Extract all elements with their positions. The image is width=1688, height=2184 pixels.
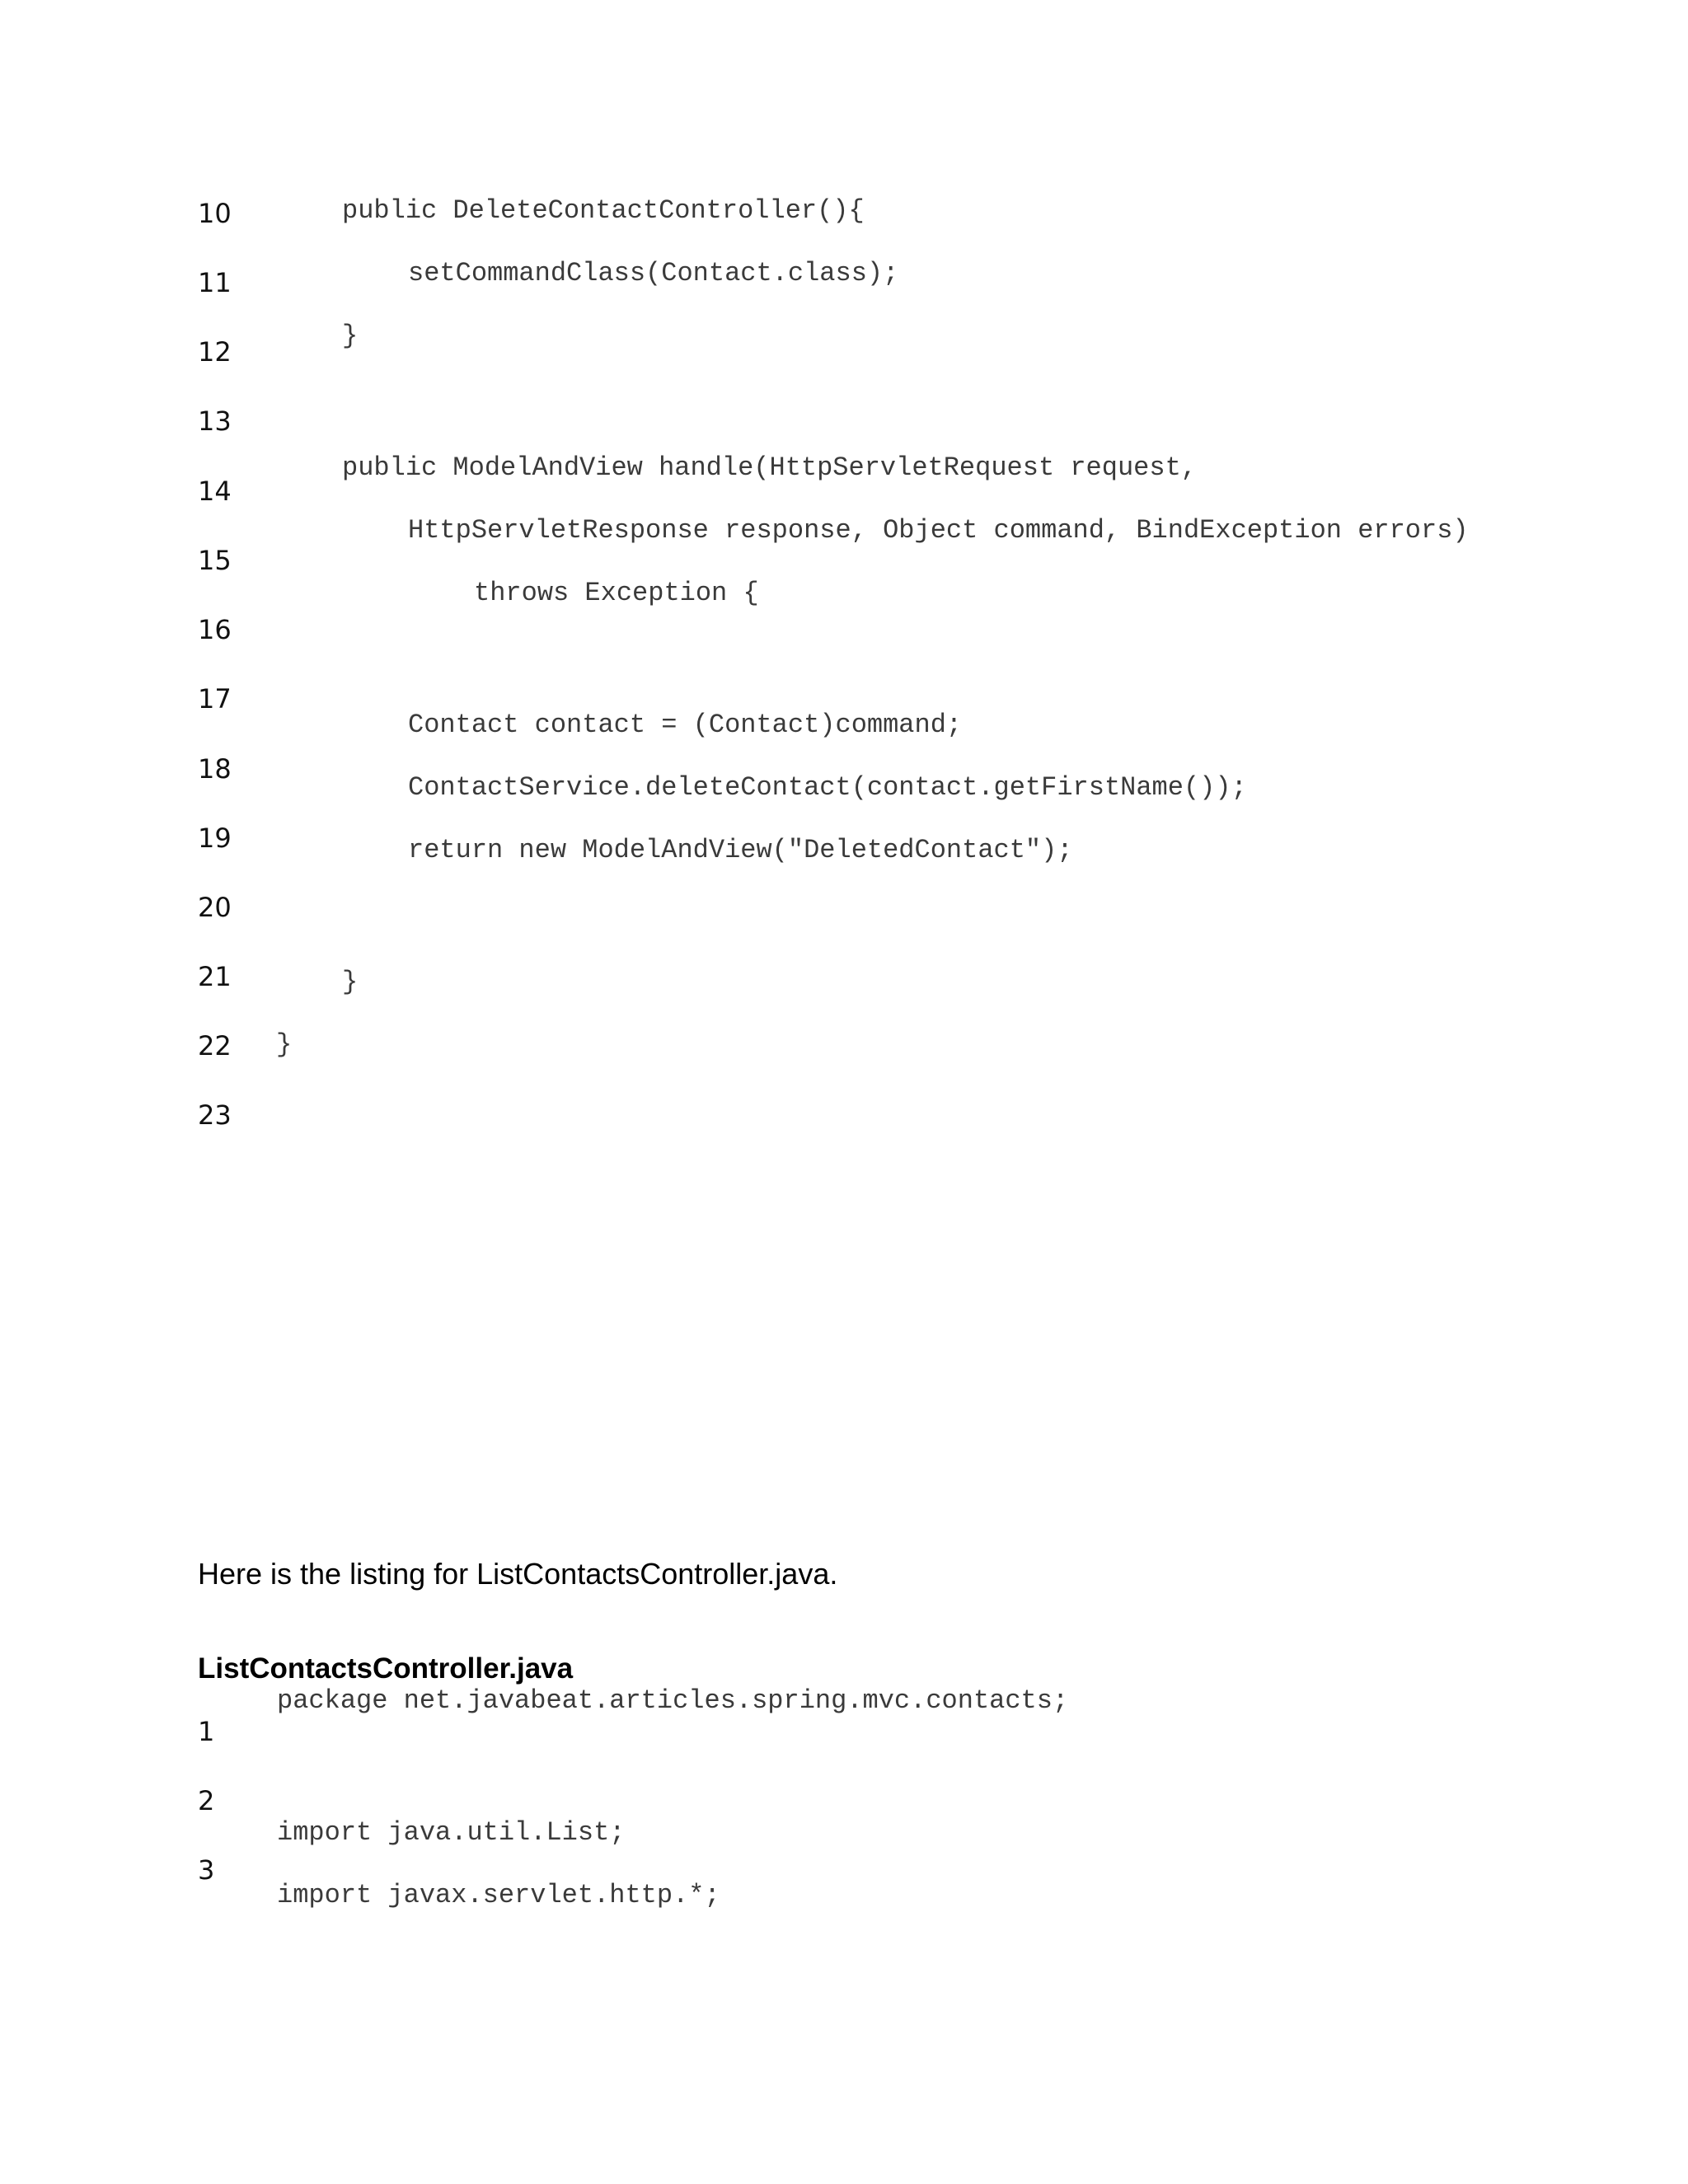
intro-paragraph: Here is the listing for ListContactsController.java. [198, 1557, 838, 1591]
code-line: } [276, 1029, 293, 1060]
line-number: 20 [198, 892, 232, 923]
code-line: return new ModelAndView("DeletedContact"); [408, 835, 1073, 865]
code-line: HttpServletResponse response, Object command, BindException errors) [408, 515, 1469, 546]
line-number: 3 [198, 1854, 215, 1886]
line-number: 1 [198, 1716, 215, 1747]
code-line: Contact contact = (Contact)command; [408, 710, 963, 740]
line-number: 16 [198, 614, 232, 645]
code-line: public DeleteContactController(){ [342, 195, 865, 226]
line-number: 17 [198, 683, 232, 715]
line-number: 22 [198, 1030, 232, 1062]
code-line: throws Exception { [474, 578, 759, 608]
line-number: 10 [198, 198, 232, 229]
line-number: 15 [198, 545, 232, 576]
line-number: 21 [198, 961, 232, 992]
line-number: 11 [198, 267, 232, 298]
code-line: setCommandClass(Contact.class); [408, 258, 899, 288]
line-number: 13 [198, 405, 232, 437]
line-number: 2 [198, 1785, 215, 1816]
line-number: 12 [198, 336, 232, 368]
code-line: ContactService.deleteContact(contact.getFirstName()); [408, 772, 1247, 803]
code-line: import java.util.List; [277, 1817, 626, 1848]
code-line: import javax.servlet.http.*; [277, 1880, 720, 1910]
code-line: } [342, 967, 359, 997]
line-number: 14 [198, 476, 232, 507]
code-line: package net.javabeat.articles.spring.mvc.contacts; [277, 1685, 1069, 1716]
listing-title: ListContactsController.java [198, 1652, 574, 1685]
line-number: 23 [198, 1099, 232, 1131]
line-number: 19 [198, 823, 232, 854]
line-number: 18 [198, 753, 232, 785]
code-line: } [342, 321, 359, 351]
code-line: public ModelAndView handle(HttpServletRequest request, [342, 452, 1197, 483]
